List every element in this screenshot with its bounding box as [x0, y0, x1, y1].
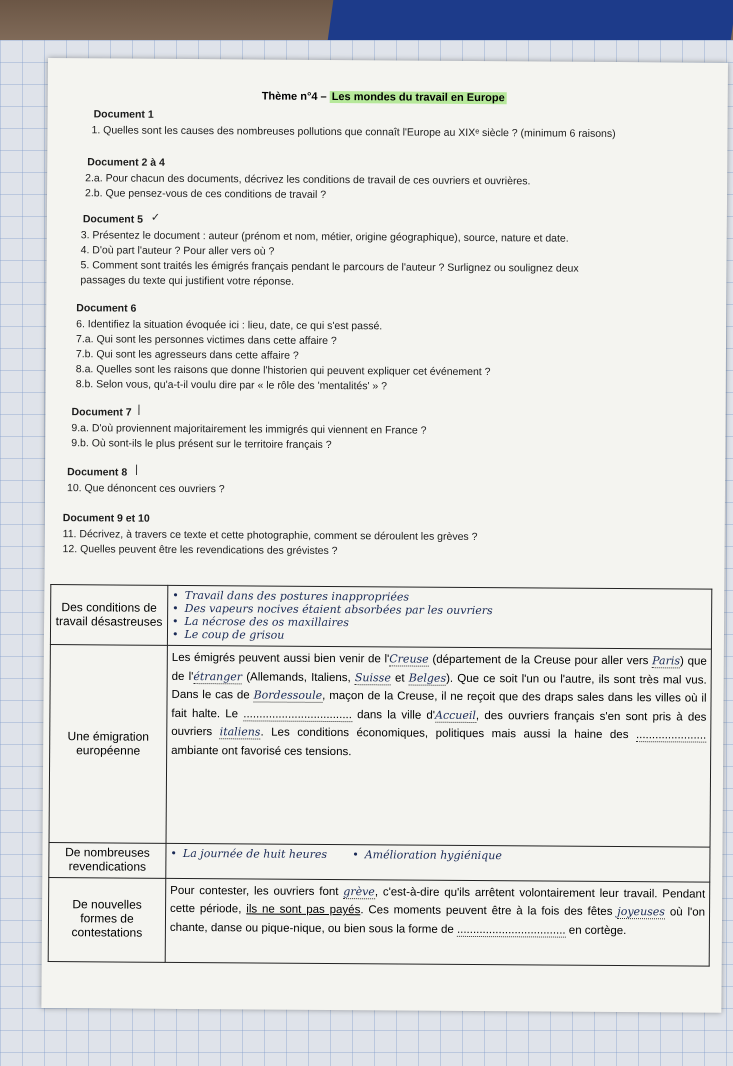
underlined-passage: ils ne sont pas payés [246, 903, 361, 917]
table-row [50, 585, 711, 650]
question: 6. Identifiez la situation évoquée ici : lieu, date, ce qui s'est passé. [76, 318, 383, 333]
question: 7.a. Qui sont les personnes victimes dans cette affaire ? [75, 333, 337, 348]
question: passages du texte qui justifient votre réponse. [80, 274, 295, 288]
question: 8.b. Selon vous, qu'a-t-il voulu dire par « le rôle des 'mentalités' » ? [75, 378, 388, 393]
handwritten-answer: joyeuses [617, 905, 666, 919]
highlighted-theme: Les mondes du travail en Europe [331, 90, 505, 105]
row-label: Des conditions de travail désastreuses [50, 585, 167, 646]
checkmark-icon: ✓ [150, 211, 161, 224]
pen-mark-icon: | [135, 463, 139, 476]
handwritten-answer: Creuse [389, 652, 429, 666]
question: 12. Quelles peuvent être les revendications des grévistes ? [62, 543, 338, 558]
handwritten-answer: italiens [219, 725, 261, 739]
question: 2.b. Que pensez-vous de ces conditions de travail ? [85, 187, 327, 201]
question: 5. Comment sont traités les émigrés français pendant le parcours de l'auteur ? Surlignez ou soulignez deux [80, 259, 579, 275]
handwritten-answer: • Travail dans des postures inappropriées [172, 588, 410, 604]
worksheet [41, 58, 728, 1013]
handwritten-answer: Belges [408, 671, 447, 685]
handwritten-answer: Suisse [354, 670, 391, 684]
question: 9.b. Où sont-ils le plus présent sur le territoire français ? [71, 437, 332, 451]
section-heading: Document 8 [67, 466, 128, 479]
handwritten-answer: étranger [193, 669, 243, 683]
handwritten-answer: • Amélioration hygiénique [352, 848, 502, 863]
handwritten-answer: grève [343, 884, 375, 898]
question: 4. D'où part l'auteur ? Pour aller vers où ? [80, 244, 275, 258]
fill-in-text-cell: Pour contester, les ouvriers font grève, c'est-à-dire qu'ils arrêtent volontairement leur travail. Pendant cette période, ils ne sont pas payés. Ces moments peuvent être à la fois des fêtes joyeuses où l'on chante, danse ou pique-nique, ou bien sous la forme de .................................. en cortège. [165, 878, 710, 966]
handwritten-answer: • La journée de huit heures [170, 846, 328, 861]
handwritten-answer: • La nécrose des os maxillaires [172, 614, 349, 630]
row-label: De nombreuses revendications [49, 843, 166, 878]
row-label: Une émigration européenne [49, 645, 167, 844]
question: 9.a. D'où proviennent majoritairement les immigrés qui viennent en France ? [71, 422, 427, 437]
question: 8.a. Quelles sont les raisons que donne l'historien qui peuvent expliquer cet événement ? [75, 363, 491, 379]
pen-mark-icon: | [137, 403, 141, 416]
handwritten-answer: Paris [652, 654, 681, 668]
question: 11. Décrivez, à travers ce texte et cette photographie, comment se déroulent les grèves ? [62, 528, 478, 544]
table-row [49, 645, 711, 848]
section-heading: Document 1 [93, 108, 154, 121]
worksheet-title: Thème n°4 – Les mondes du travail en Europe [261, 90, 505, 105]
answer-cell [166, 843, 710, 881]
handwritten-answer: • Le coup de grisou [171, 627, 285, 642]
section-heading: Document 5 [82, 213, 144, 226]
question: 7.b. Qui sont les agresseurs dans cette affaire ? [75, 348, 299, 362]
section-heading: Document 6 [76, 302, 137, 315]
handwritten-answer: Accueil [435, 708, 477, 722]
answer-table [48, 584, 713, 966]
section-heading: Document 2 à 4 [87, 156, 165, 169]
question: 3. Présentez le document : auteur (prénom et nom, métier, origine géographique), source, nature et date. [80, 229, 569, 245]
answer-cell [167, 585, 711, 649]
question: 10. Que dénoncent ces ouvriers ? [66, 482, 225, 496]
handwritten-answer: Bordessoule [253, 688, 323, 702]
table-row [48, 877, 710, 966]
row-label: De nouvelles formes de contestations [48, 877, 166, 962]
question: 1. Quelles sont les causes des nombreuses pollutions que connaît l'Europe au XIXᵉ siècle ? (minimum 6 raisons) [91, 124, 616, 140]
question: 2.a. Pour chacun des documents, décrivez les conditions de travail de ces ouvriers et ouvrières. [85, 172, 531, 188]
section-heading: Document 7 [71, 406, 132, 419]
section-heading: Document 9 et 10 [62, 512, 150, 525]
fill-in-text-cell: Les émigrés peuvent aussi bien venir de l'Creuse (département de la Creuse pour aller vers Paris) que de l'étranger (Allemands, Italiens, Suisse et Belges). Que ce soit l'un ou l'autre, ils sont très mal vus. Dans le cas de Bordessoule, maçon de la Creuse, il ne reçoit que des draps sales dans les villes où il fait halte. Le .................................. dans la ville d'Accueil, des ouvriers français s'en sont pris à des ouvriers italiens. Les conditions économiques, politiques mais aussi la haine des ...................... ambiante ont favorisé ces tensions. [166, 645, 711, 847]
table-row [49, 843, 710, 882]
handwritten-answer: • Des vapeurs nocives étaient absorbées par les ouvriers [172, 601, 493, 618]
